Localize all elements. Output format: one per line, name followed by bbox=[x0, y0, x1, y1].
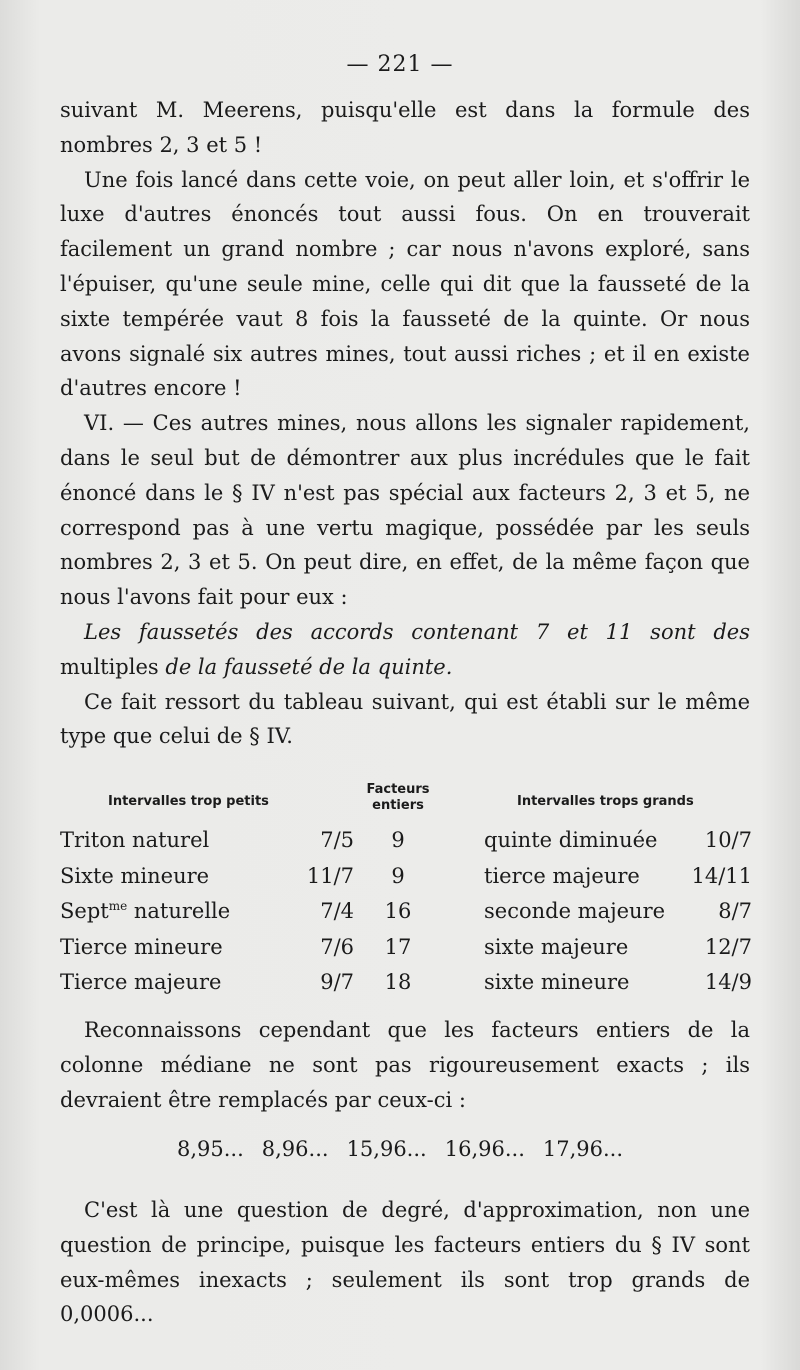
interval-small-ratio: 11/7 bbox=[306, 863, 354, 888]
integer-factor: 17 bbox=[384, 934, 412, 959]
approx-value: 8,95... bbox=[176, 1137, 244, 1161]
interval-small-ratio: 9/7 bbox=[320, 970, 354, 994]
header-right: Intervalles trops grands bbox=[517, 794, 694, 809]
interval-large-name: sixte mineure bbox=[484, 970, 630, 994]
paragraph-section-vi: VI. — Ces autres mines, nous allons les signaler rapidement, dans le seul but de démontrer aux plus incrédules que le fait énoncé dans le § IV n'est pas spécial aux facteurs 2, 3 et 5, ne correspond pas à une vertu magique, possédée par les seuls nombres 2, 3 et 5. On peut dire, en effet, de la même façon que nous l'avons fait pour eux : bbox=[60, 411, 750, 610]
paragraph-final: C'est là une question de degré, d'approximation, non une question de principe, puisque les facteurs entiers du § IV sont eux-mêmes inexacts ; seulement ils sont trop grands de 0,0006... bbox=[60, 1198, 750, 1327]
statement-italic: Les faussetés des accords contenant 7 et 11 sont des bbox=[84, 619, 750, 644]
approximate-values bbox=[0, 1137, 800, 1161]
integer-factor: 9 bbox=[391, 828, 405, 852]
page-number: — 221 — bbox=[346, 52, 454, 77]
interval-large-ratio: 10/7 bbox=[704, 828, 752, 852]
table-row bbox=[60, 897, 755, 933]
table-row bbox=[60, 826, 755, 862]
body-text-top bbox=[60, 93, 750, 754]
integer-factor: 18 bbox=[384, 970, 412, 994]
interval-large-ratio: 12/7 bbox=[704, 934, 752, 959]
paragraph-table-intro: Ce fait ressort du tableau suivant, qui est établi sur le même type que celui de § IV. bbox=[60, 689, 750, 749]
interval-large-name: tierce majeure bbox=[484, 863, 640, 888]
interval-large-name: seconde majeure bbox=[484, 899, 666, 923]
paragraph-statement bbox=[60, 615, 750, 685]
interval-small-name: Tierce mineure bbox=[60, 934, 223, 959]
table-row bbox=[60, 968, 755, 1004]
paragraph-continuation: suivant M. Meerens, puisqu'elle est dans la formule des nombres 2, 3 et 5 ! bbox=[60, 98, 750, 157]
interval-large-name: quinte diminuée bbox=[484, 828, 658, 852]
interval-small-ratio: 7/6 bbox=[320, 934, 354, 959]
body-text-bottom bbox=[60, 1013, 750, 1117]
interval-small-name: Tierce majeure bbox=[60, 970, 222, 994]
interval-small-name: Sept$^{me}$ naturelle bbox=[60, 899, 231, 923]
body-text-final bbox=[60, 1193, 750, 1332]
interval-small-name: Triton naturel bbox=[60, 828, 210, 852]
statement-italic-end: de la fausseté de la quinte. bbox=[165, 654, 453, 679]
interval-small-name: Sixte mineure bbox=[60, 863, 210, 888]
paragraph-reconnaissons: Reconnaissons cependant que les facteurs entiers de la colonne médiane ne sont pas rigoureusement exacts ; ils devraient être remplacés par ceux-ci : bbox=[60, 1018, 750, 1112]
interval-large-ratio: 14/11 bbox=[691, 863, 752, 888]
interval-large-ratio: 14/9 bbox=[704, 970, 752, 994]
statement-upright: multiples bbox=[60, 654, 159, 679]
approx-value: 8,96... bbox=[261, 1137, 329, 1161]
table-header bbox=[60, 780, 755, 826]
approx-value: 15,96... bbox=[346, 1137, 427, 1161]
interval-small-ratio: 7/4 bbox=[320, 899, 354, 923]
table-row bbox=[60, 862, 755, 898]
intervals-table bbox=[60, 780, 755, 1004]
header-mid: Facteurs entiers bbox=[366, 782, 430, 813]
table-row bbox=[60, 933, 755, 969]
header-left: Intervalles trop petits bbox=[108, 794, 269, 809]
interval-small-ratio: 7/5 bbox=[320, 828, 354, 852]
interval-large-name: sixte majeure bbox=[484, 934, 629, 959]
approx-value: 16,96... bbox=[444, 1137, 525, 1161]
interval-large-ratio: 8/7 bbox=[718, 899, 752, 923]
approx-value: 17,96... bbox=[542, 1137, 624, 1161]
integer-factor: 16 bbox=[384, 899, 412, 923]
paragraph-mines: Une fois lancé dans cette voie, on peut aller loin, et s'offrir le luxe d'autres énoncés tout aussi fous. On en trouverait facilement un grand nombre ; car nous n'avons exploré, sans l'épuiser, qu'une seule mine, celle qui dit que la fausseté de la sixte tempérée vaut 8 fois la fausseté de la quinte. Or nous avons signalé six autres mines, tout aussi riches ; et il en existe d'autres encore ! bbox=[60, 167, 750, 401]
integer-factor: 9 bbox=[391, 863, 405, 888]
